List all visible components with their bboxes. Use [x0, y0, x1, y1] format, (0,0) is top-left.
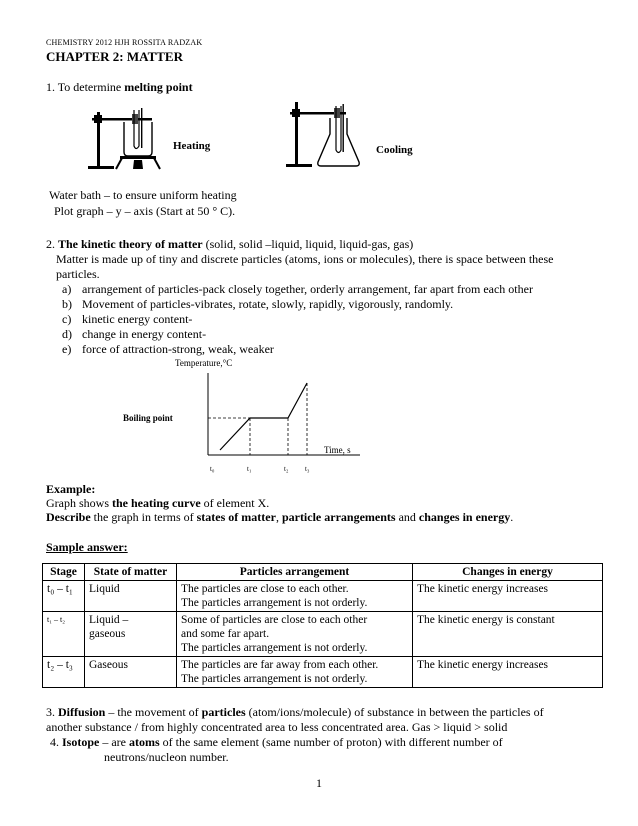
energy-cell: The kinetic energy is constant [413, 612, 603, 657]
list-item: d) change in energy content- [62, 327, 207, 341]
table-row [43, 581, 603, 612]
tick-label-t3: t₃ [305, 465, 310, 473]
plot-graph-note: Plot graph – y – axis (Start at 50 ° C). [54, 204, 236, 218]
chapter-title: CHAPTER 2: MATTER [46, 49, 183, 64]
section4-line2: neutrons/nucleon number. [104, 750, 229, 764]
state-cell: Liquid [85, 581, 177, 612]
section4-line1: 4. Isotope – are atoms of the same element (same number of proton) with different number of [50, 735, 503, 749]
table-header-row [43, 564, 603, 581]
section2-heading: 2. The kinetic theory of matter (solid, solid –liquid, liquid, liquid-gas, gas) [46, 237, 414, 251]
table-header-cell: Particles arrangement [177, 564, 413, 581]
list-item: a) arrangement of particles-pack closely together, orderly arrangement, far apart from each other [62, 282, 533, 296]
sample-answer-heading: Sample answer: [46, 540, 128, 554]
boiling-point-label: Boiling point [123, 413, 173, 423]
page-number: 1 [316, 776, 322, 790]
energy-cell: The kinetic energy increases [413, 657, 603, 688]
heating-apparatus-illustration [88, 108, 178, 170]
table-header-cell: Changes in energy [413, 564, 603, 581]
course-header: CHEMISTRY 2012 HJH ROSSITA RADZAK [46, 38, 203, 47]
arrangement-cell: Some of particles are close to each other and some far apart. The particles arrangement is not orderly. [177, 612, 413, 657]
tick-label-t2: t₂ [284, 465, 289, 473]
list-item: b) Movement of particles-vibrates, rotate, slowly, rapidly, vigorously, randomly. [62, 297, 454, 311]
heating-label: Heating [173, 140, 211, 152]
example-line1: Graph shows the heating curve of element X. [46, 496, 270, 510]
example-heading: Example: [46, 482, 96, 496]
cooling-apparatus-illustration [286, 100, 366, 168]
table-row [43, 657, 603, 688]
stage-cell: t₂ – t₃ [43, 657, 85, 688]
table-header-cell: Stage [43, 564, 85, 581]
energy-cell: The kinetic energy increases [413, 581, 603, 612]
section3-line1: 3. Diffusion – the movement of particles (atom/ions/molecule) of substance in between the particles of [46, 705, 544, 719]
section3-line2: another substance / from highly concentrated area to less concentrated area. Gas > liquid > solid [46, 720, 508, 734]
example-line2: Describe the graph in terms of states of matter, particle arrangements and changes in energy. [46, 510, 514, 524]
tick-label-t1: t₁ [247, 465, 252, 473]
state-cell: Liquid – gaseous [85, 612, 177, 657]
list-item: e) force of attraction-strong, weak, weaker [62, 342, 274, 356]
cooling-label: Cooling [376, 144, 413, 156]
states-of-matter-table [42, 563, 603, 688]
section2-line2: particles. [56, 267, 100, 281]
table-header-cell: State of matter [85, 564, 177, 581]
section2-line1: Matter is made up of tiny and discrete particles (atoms, ions or molecules), there is space between these [56, 252, 554, 266]
tick-label-t0: t₀ [210, 465, 215, 473]
arrangement-cell: The particles are close to each other. The particles arrangement is not orderly. [177, 581, 413, 612]
heating-curve-graph [120, 355, 370, 480]
x-axis-label: Time, s [324, 445, 351, 455]
table-row [43, 612, 603, 657]
heating-curve-line [220, 383, 307, 450]
water-bath-note: Water bath – to ensure uniform heating [49, 188, 237, 202]
state-cell: Gaseous [85, 657, 177, 688]
y-axis-label: Temperature,°C [175, 358, 233, 368]
section1-heading: 1. To determine melting point [46, 80, 193, 94]
stage-cell: t₁ – t₂ [43, 612, 85, 657]
arrangement-cell: The particles are far away from each other. The particles arrangement is not orderly. [177, 657, 413, 688]
list-item: c) kinetic energy content- [62, 312, 193, 326]
stage-cell: t₀ – t₁ [43, 581, 85, 612]
